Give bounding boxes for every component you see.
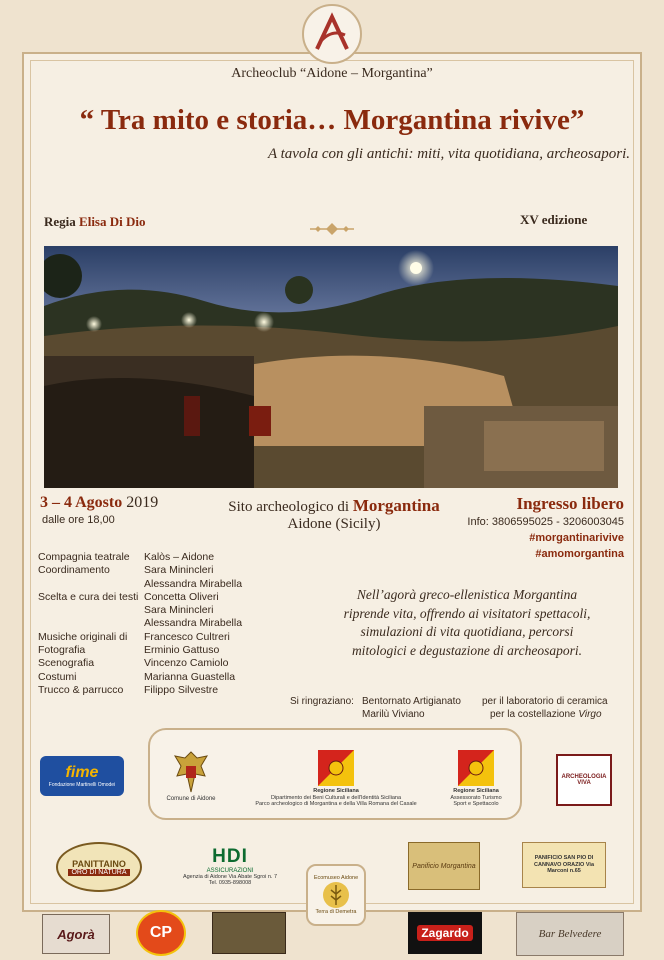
hashtag-morgantinarivive[interactable]: #morgantinarivive bbox=[529, 532, 624, 544]
thanks-name-2: Marilù Viviano bbox=[362, 709, 425, 720]
director-name: Elisa Di Dio bbox=[79, 214, 146, 229]
bar-belvedere-logo[interactable]: Bar Belvedere bbox=[516, 912, 624, 956]
info-phone: Info: 3806595025 - 3206003045 bbox=[467, 516, 624, 528]
event-description: Nell’agorà greco-ellenistica Morgantina riprende vita, offrendo ai visitatori spettacoli, simulazioni di vita quotidiana, percorsi mitologici e degustazione di archeosapori. bbox=[343, 587, 591, 658]
credit-row: Compagnia teatrale Kalòs – Aidone bbox=[38, 551, 215, 563]
agora-logo[interactable]: Agorà bbox=[42, 914, 110, 954]
cp-logo[interactable]: CP bbox=[136, 910, 186, 956]
event-time: dalle ore 18,00 bbox=[42, 514, 115, 526]
panificio-san-pio-logo[interactable]: PANIFICIO SAN PIO DI CANNAVO ORAZIO Via Marconi n.65 bbox=[522, 842, 606, 888]
archeoclub-logo bbox=[302, 4, 362, 64]
credit-row: Musiche originali di Francesco Cultreri bbox=[38, 630, 230, 643]
thanks-for-2-italic: Virgo bbox=[578, 709, 602, 720]
archeologia-viva-logo[interactable]: ARCHEOLOGIA VIVA bbox=[556, 754, 612, 806]
credit-row: Scenografia Vincenzo Camiolo bbox=[38, 657, 229, 670]
theatre-photo bbox=[44, 246, 618, 488]
edition-label: XV edizione bbox=[520, 212, 588, 227]
zagardo-logo[interactable]: Zagardo bbox=[408, 912, 482, 954]
thanks-name-1: Bentornato Artigianato bbox=[362, 696, 461, 707]
credit-row: Scelta e cura dei testi Concetta Oliveri bbox=[38, 590, 219, 603]
regione-siciliana-beni-culturali-logo[interactable]: Regione Siciliana Dipartimento dei Beni Culturali e dell'Identità Siciliana Parco archeologico di Morgantina e della Villa Romana del Casale bbox=[248, 740, 424, 816]
fime-logo[interactable]: fime Fondazione Martinelli Omodei bbox=[40, 756, 124, 796]
trinacria-icon bbox=[456, 748, 496, 788]
director-label: Regia bbox=[44, 214, 76, 229]
trinacria-icon bbox=[316, 748, 356, 788]
director-credit bbox=[44, 214, 146, 230]
archeoclub-emblem-icon bbox=[309, 11, 355, 57]
credit-row: Alessandra Mirabella bbox=[144, 617, 243, 630]
page-title: “ Tra mito e storia… Morgantina rivive” bbox=[79, 104, 585, 136]
comune-aidone-logo[interactable]: Comune di Aidone bbox=[160, 740, 222, 810]
panittaino-logo[interactable]: PANITTAINO ORO DI NATURA bbox=[56, 842, 142, 892]
credit-row: Alessandra Mirabella bbox=[144, 577, 243, 590]
credit-row: Trucco & parrucco Filippo Silvestre bbox=[38, 683, 219, 696]
event-year: 2019 bbox=[126, 494, 159, 511]
event-date bbox=[40, 494, 158, 512]
thanks-section bbox=[290, 695, 608, 721]
gastronomia-logo[interactable] bbox=[212, 912, 286, 954]
subtitle: A tavola con gli antichi: miti, vita quotidiana, archeosapori. bbox=[267, 146, 630, 162]
thanks-label: Si ringraziano: bbox=[290, 696, 354, 707]
eagle-crest-icon bbox=[171, 748, 211, 796]
credit-row: Fotografia Erminio Gattuso bbox=[38, 644, 220, 657]
credit-row: Costumi Marianna Guastella bbox=[38, 670, 236, 683]
panificio-morgantina-logo[interactable]: Panificio Morgantina bbox=[408, 842, 480, 890]
thanks-for-1: per il laboratorio di ceramica bbox=[482, 696, 608, 707]
site-prefix: Sito archeologico di bbox=[228, 499, 350, 515]
wheat-icon bbox=[322, 881, 350, 909]
club-name: Archeoclub “Aidone – Morgantina” bbox=[231, 66, 433, 81]
ornament-icon bbox=[310, 222, 354, 236]
hashtag-amomorgantina[interactable]: #amomorgantina bbox=[535, 548, 624, 560]
site-town: Aidone (Sicily) bbox=[287, 516, 381, 532]
site-name: Morgantina bbox=[352, 496, 440, 515]
free-entry: Ingresso libero bbox=[516, 494, 624, 513]
hdi-logo[interactable]: HDI ASSICURAZIONI Agenzia di Aidone Via Abate Sgroi n. 7 Tel. 0935-898008 bbox=[182, 845, 278, 886]
event-date-days: 3 – 4 Agosto bbox=[40, 494, 123, 511]
ecomuseo-logo[interactable]: Ecomuseo Aidone Terra di Demetra bbox=[306, 864, 366, 926]
credit-row: Sara Minincleri bbox=[144, 604, 214, 617]
credits-list bbox=[38, 551, 242, 697]
event-site bbox=[214, 496, 454, 516]
thanks-for-2: per la costellazione bbox=[490, 709, 576, 720]
regione-siciliana-turismo-logo[interactable]: Regione Siciliana Assessorato Turismo Sport e Spettacolo bbox=[440, 740, 512, 816]
credit-row: Coordinamento Sara Minincleri bbox=[38, 564, 214, 577]
